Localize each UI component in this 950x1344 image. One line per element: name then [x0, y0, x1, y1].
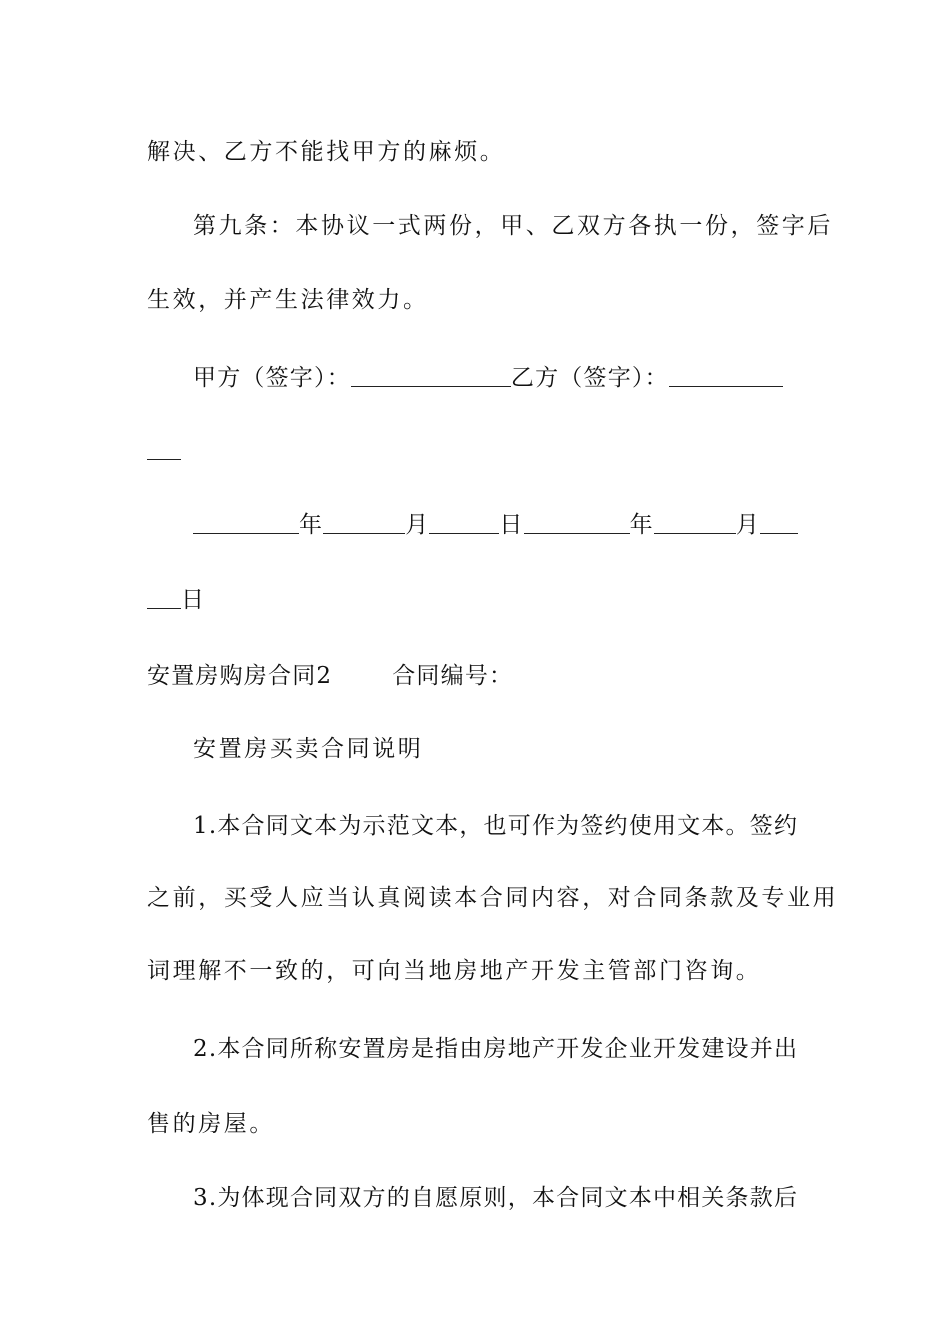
date-line-continuation [147, 585, 807, 615]
contract-number-label: 合同编号： [392, 663, 514, 689]
day-label-b: 日 [181, 587, 206, 613]
signature-blank-continuation [147, 437, 181, 460]
year-label-a: 年 [299, 512, 324, 538]
party-a-signature-blank [351, 364, 511, 387]
item-1-line-1: 1.本合同文本为示范文本，也可作为签约使用文本。签约 [193, 813, 799, 839]
year-label-b: 年 [629, 512, 654, 538]
party-b-signature-label: 乙方（签字）： [510, 365, 669, 391]
contract-2-title: 安置房购房合同2 [147, 663, 333, 689]
signature-line-continuation [147, 436, 807, 466]
item-2-line-2: 售的房屋。 [147, 1111, 275, 1137]
party-b-year-blank [524, 511, 630, 534]
party-a-year-blank [193, 511, 299, 534]
signature-line [193, 363, 853, 393]
month-label-a: 月 [405, 512, 430, 538]
contract-2-heading [147, 661, 807, 691]
explanation-heading: 安置房买卖合同说明 [193, 736, 424, 762]
item-1-line-2: 之前，买受人应当认真阅读本合同内容，对合同条款及专业用 [147, 885, 839, 911]
item-3-line-1: 3.为体现合同双方的自愿原则，本合同文本中相关条款后 [193, 1185, 799, 1211]
party-b-month-blank [654, 511, 736, 534]
month-label-b: 月 [735, 512, 761, 538]
item-1-line-3: 词理解不一致的，可向当地房地产开发主管部门咨询。 [147, 958, 762, 984]
party-a-day-blank [429, 511, 499, 534]
party-b-day-blank [760, 511, 798, 534]
party-b-day-blank-continuation [147, 586, 181, 609]
party-a-month-blank [323, 511, 405, 534]
clause-nine-line: 第九条：本协议一式两份，甲、乙双方各执一份，签字后 [193, 213, 833, 239]
party-b-signature-blank [669, 364, 783, 387]
day-label-a: 日 [499, 512, 524, 538]
clause-nine-continuation: 生效，并产生法律效力。 [147, 287, 429, 313]
paragraph-line: 解决、乙方不能找甲方的麻烦。 [147, 139, 506, 165]
date-line [193, 510, 853, 540]
item-2-line-1: 2.本合同所称安置房是指由房地产开发企业开发建设并出 [193, 1036, 799, 1062]
party-a-signature-label: 甲方（签字）： [193, 365, 351, 391]
